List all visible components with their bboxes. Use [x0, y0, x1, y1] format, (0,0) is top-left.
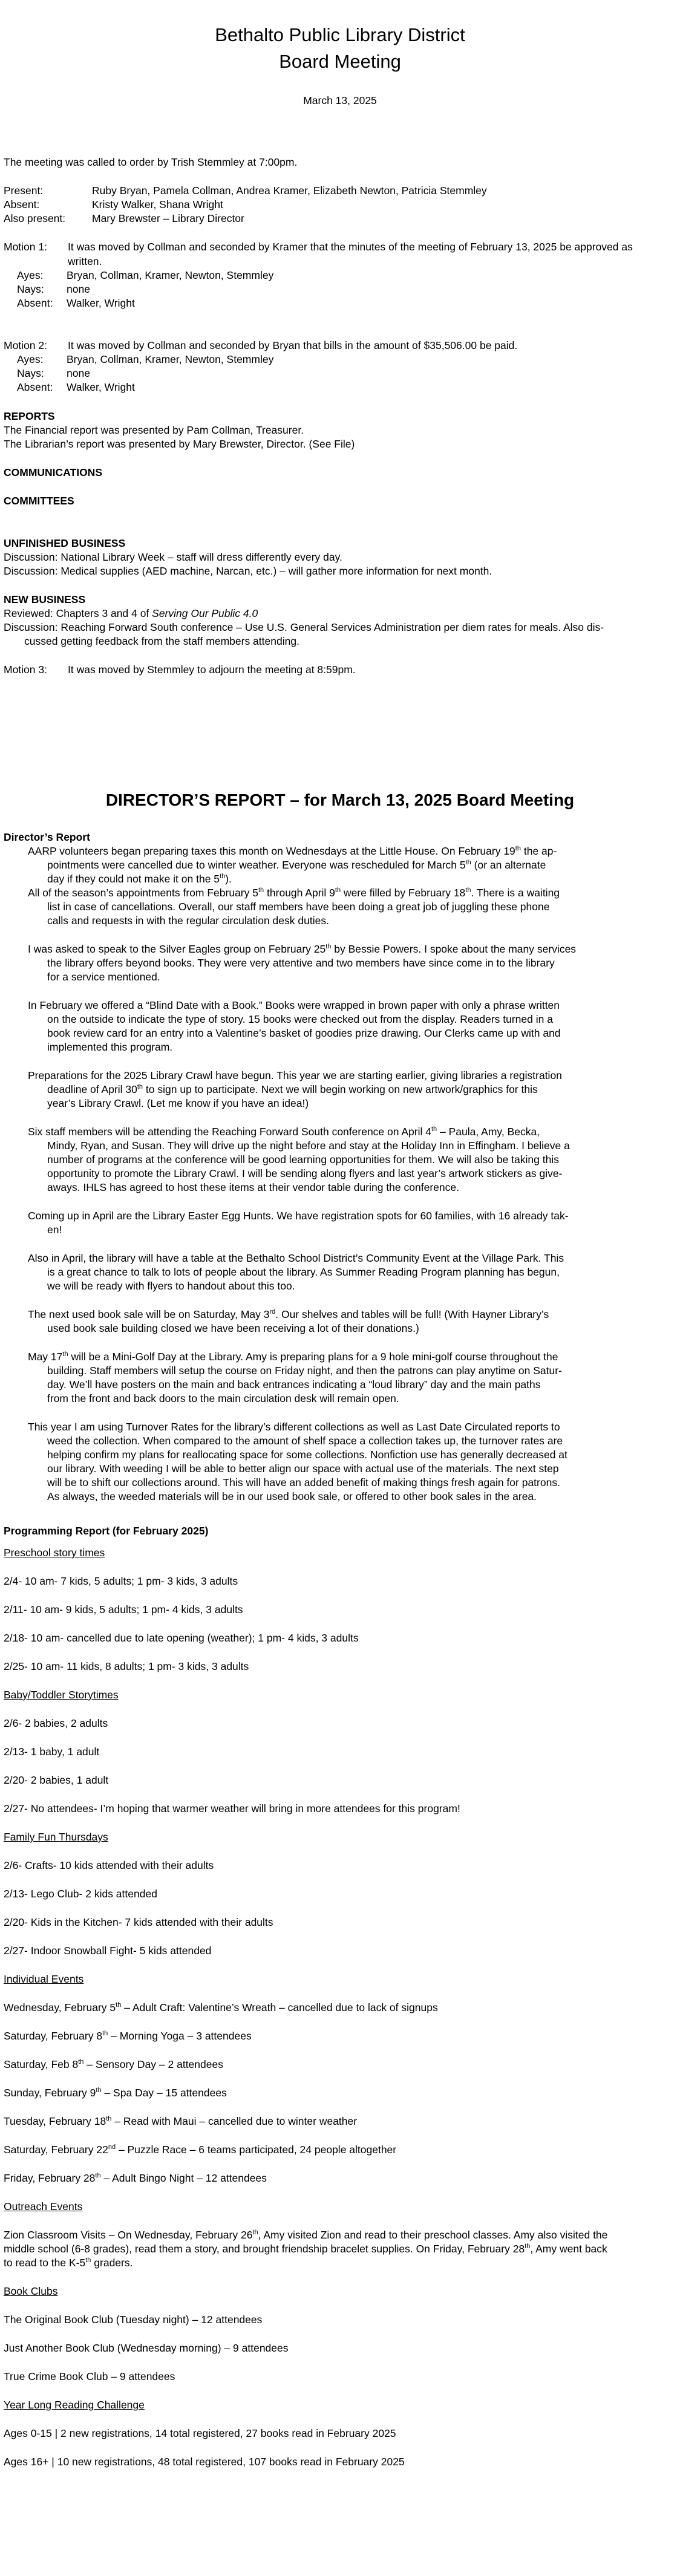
text: to sign up to participate. Next we will begin working on new artwork/graphics for this	[143, 1083, 538, 1095]
paragraph-line: helping confirm my plans for reallocating space for some collections. Nonfiction use has generally decreased at	[47, 1449, 567, 1461]
superscript: th	[95, 2172, 101, 2180]
motion-label: Motion 3:	[4, 664, 47, 676]
list-item: 2/6- 2 babies, 2 adults	[4, 1717, 108, 1729]
vote-value: Bryan, Collman, Kramer, Newton, Stemmley	[67, 353, 274, 365]
paragraph-line: opportunity to promote the Library Crawl. I will be sending along flyers and last year’s artwork stickers as give-	[47, 1167, 563, 1179]
paragraph-line	[47, 872, 232, 886]
attendance-absent	[0, 197, 680, 212]
motion-2-nays	[0, 366, 680, 380]
text: Friday, February 28	[4, 2172, 96, 2184]
superscript: th	[335, 887, 341, 895]
motion-3	[0, 662, 680, 677]
paragraph-line: day. We’ll have posters on the main and back entrances indicating a “loud library” day and the main paths	[47, 1378, 541, 1391]
programming-report-heading: Programming Report (for February 2025)	[4, 1525, 209, 1537]
paragraph-line: will be to shift our collections around. This will have an added benefit of making things fresh again for patrons.	[47, 1476, 560, 1489]
discussion-line: Discussion: National Library Week – staff will dress differently every day.	[4, 551, 342, 563]
communications-heading: COMMUNICATIONS	[4, 466, 102, 478]
text: were filled by February 18	[341, 887, 466, 899]
superscript: th	[137, 1083, 143, 1091]
paragraph-line: As always, the weeded materials will be in our used book sale, or offered to other book sales in the area.	[47, 1490, 537, 1502]
superscript: th	[78, 2058, 84, 2066]
text: deadline of April 30	[47, 1083, 137, 1095]
paragraph-line: our library. With weeding I will be able to better align our space with actual use of the materials. The next step	[47, 1462, 559, 1475]
paragraph-line: we will be ready with flyers to handout about this too.	[47, 1280, 295, 1292]
list-item: 2/4- 10 am- 7 kids, 5 adults; 1 pm- 3 kids, 3 adults	[4, 1575, 238, 1587]
reviewed-line	[4, 606, 258, 621]
text: Tuesday, February 18	[4, 2115, 106, 2127]
attendance-value: Kristy Walker, Shana Wright	[92, 198, 223, 210]
text: Six staff members will be attending the Reaching Forward South conference on April 4	[28, 1126, 431, 1138]
paragraph-line: Mindy, Ryan, and Susan. They will drive up the night before and stay at the Holiday Inn in Effingham. I believe a	[47, 1140, 570, 1152]
list-item	[4, 2085, 227, 2100]
motion-label: Motion 2:	[4, 339, 47, 351]
directors-report-subheading: Director’s Report	[4, 831, 90, 843]
paragraph-line: weed the collection. When compared to the amount of shelf space a collection takes up, the turnover rates are	[47, 1435, 563, 1447]
paragraph-line: Also in April, the library will have a table at the Bethalto School District’s Community Event at the Village Park. This	[28, 1252, 564, 1264]
text: Saturday, Feb 8	[4, 2058, 79, 2070]
superscript: th	[106, 2115, 112, 2123]
text: – Adult Craft: Valentine’s Wreath – cancelled due to lack of signups	[121, 2001, 438, 2014]
report-line: The Financial report was presented by Pam Collman, Treasurer.	[4, 424, 304, 436]
superscript: th	[252, 2229, 258, 2237]
attendance-label: Absent:	[4, 198, 40, 210]
text: the ap-	[520, 845, 557, 857]
unfinished-business-heading: UNFINISHED BUSINESS	[4, 537, 126, 549]
list-item: 2/6- Crafts- 10 kids attended with their adults	[4, 1859, 214, 1871]
text: . Our shelves and tables will be full! (With Hayner Library’s	[275, 1308, 549, 1320]
text: . There is a waiting	[471, 887, 560, 899]
list-item	[4, 2114, 357, 2128]
list-item: True Crime Book Club – 9 attendees	[4, 2370, 175, 2382]
paragraph-line	[47, 858, 546, 872]
text: , Amy went back	[530, 2243, 607, 2255]
paragraph-line: used book sale building closed we have been receiving a lot of their donations.)	[47, 1322, 419, 1334]
superscript: th	[465, 887, 471, 895]
text: Saturday, February 22	[4, 2144, 108, 2156]
outreach-line	[4, 2242, 607, 2256]
text: Zion Classroom Visits – On Wednesday, February 26	[4, 2229, 253, 2241]
vote-value: none	[67, 283, 90, 295]
list-item: 2/18- 10 am- cancelled due to late opening (weather); 1 pm- 4 kids, 3 adults	[4, 1632, 359, 1644]
paragraph-line: Coming up in April are the Library Easter Egg Hunts. We have registration spots for 60 families, with 16 already tak-	[28, 1210, 569, 1222]
paragraph-line: This year I am using Turnover Rates for the library’s different collections as well as Last Date Circulated reports to	[28, 1421, 560, 1433]
superscript: rd	[269, 1308, 276, 1316]
motion-1-nays	[0, 282, 680, 296]
text: will be a Mini-Golf Day at the Library. Amy is preparing plans for a 9 hole mini-golf course throughout the	[68, 1351, 558, 1363]
list-item: 2/20- 2 babies, 1 adult	[4, 1774, 109, 1786]
attendance-also-present	[0, 211, 680, 226]
motion-1-absent	[0, 296, 680, 310]
library-name: Bethalto Public Library District	[215, 24, 465, 45]
vote-value: none	[67, 367, 90, 379]
paragraph-line: the library offers beyond books. They were very attentive and two members have since come in to the library	[47, 957, 555, 969]
superscript: th	[62, 1351, 68, 1358]
directors-report-title: DIRECTOR’S REPORT – for March 13, 2025 Board Meeting	[105, 791, 575, 809]
text: Saturday, February 8	[4, 2030, 103, 2042]
vote-label: Absent:	[17, 381, 53, 393]
motion-1-ayes	[0, 268, 680, 282]
text: AARP volunteers began preparing taxes this month on Wednesdays at the Little House. On February 19	[28, 845, 515, 857]
paragraph-line: from the front and back doors to the main circulation desk will remain open.	[47, 1392, 399, 1404]
motion-text-content: It was moved by Collman and seconded by Kramer that the minutes of the meeting of February 13, 2025 be approved as written.	[68, 241, 633, 267]
paragraph-line: on the outside to indicate the type of story. 15 books were checked out from the display. Readers turned in a	[47, 1013, 553, 1025]
text: pointments were cancelled due to winter weather. Everyone was rescheduled for March 5	[47, 859, 466, 871]
book-clubs-heading: Book Clubs	[4, 2285, 58, 2297]
list-item: 2/25- 10 am- 11 kids, 8 adults; 1 pm- 3 kids, 3 adults	[4, 1660, 249, 1672]
new-business-heading: NEW BUSINESS	[4, 593, 86, 605]
paragraph-line	[28, 1307, 549, 1322]
text: Wednesday, February 5	[4, 2001, 116, 2014]
attendance-label: Also present:	[4, 212, 66, 224]
text: (or an alternate	[471, 859, 546, 871]
text: ).	[225, 873, 232, 885]
paragraph-line: aways. IHLS has agreed to host these items at their vendor table during the conference.	[47, 1181, 459, 1193]
vote-label: Nays:	[17, 367, 44, 379]
text: The next used book sale will be on Saturday, May 3	[28, 1308, 270, 1320]
text: middle school (6-8 grades), read them a story, and brought friendship bracelet supplies. On Friday, February 28	[4, 2243, 525, 2255]
text: – Paula, Amy, Becka,	[437, 1126, 540, 1138]
superscript: th	[431, 1126, 437, 1133]
superscript: th	[116, 2001, 122, 2009]
reports-heading: REPORTS	[4, 410, 55, 422]
superscript: th	[220, 873, 226, 881]
paragraph-line	[28, 942, 576, 956]
meeting-title: Board Meeting	[279, 51, 401, 72]
text: , Amy visited Zion and read to their preschool classes. Amy also visited the	[258, 2229, 608, 2241]
paragraph-line: year’s Library Crawl. (Let me know if you have an idea!)	[47, 1097, 309, 1109]
reviewed-prefix: Reviewed: Chapters 3 and 4 of	[4, 607, 152, 619]
vote-label: Nays:	[17, 283, 44, 295]
list-item: 2/11- 10 am- 9 kids, 5 adults; 1 pm- 4 kids, 3 adults	[4, 1603, 243, 1616]
list-item	[4, 2029, 252, 2043]
paragraph-line: list in case of cancellations. Overall, our staff members have been doing a great job of juggling these phone	[47, 901, 550, 913]
motion-1	[0, 240, 680, 269]
outreach-line	[4, 2255, 132, 2270]
superscript: th	[85, 2257, 91, 2265]
call-to-order: The meeting was called to order by Trish Stemmley at 7:00pm.	[4, 156, 298, 168]
motion-2-absent	[0, 380, 680, 394]
outreach-line	[4, 2228, 607, 2242]
family-heading: Family Fun Thursdays	[4, 1831, 108, 1843]
text: day if they could not make it on the 5	[47, 873, 220, 885]
text: through April 9	[264, 887, 335, 899]
outreach-heading: Outreach Events	[4, 2200, 83, 2212]
attendance-value: Mary Brewster – Library Director	[92, 212, 244, 224]
toddler-heading: Baby/Toddler Storytimes	[4, 1689, 119, 1701]
text: All of the season’s appointments from February 5	[28, 887, 258, 899]
list-item: 2/27- Indoor Snowball Fight- 5 kids attended	[4, 1945, 212, 1957]
list-item	[4, 2000, 438, 2015]
text: to read to the K-5	[4, 2257, 86, 2269]
list-item: The Original Book Club (Tuesday night) – 12 attendees	[4, 2314, 263, 2326]
paragraph-line: building. Staff members will setup the course on Friday night, and then the patrons can play anytime on Satur-	[47, 1365, 562, 1377]
list-item: Ages 0-15 | 2 new registrations, 14 total registered, 27 books read in February 2025	[4, 2427, 396, 2439]
list-item: 2/13- 1 baby, 1 adult	[4, 1746, 100, 1758]
list-item: 2/20- Kids in the Kitchen- 7 kids attended with their adults	[4, 1916, 273, 1928]
vote-value: Walker, Wright	[67, 381, 135, 393]
attendance-value: Ruby Bryan, Pamela Collman, Andrea Kramer, Elizabeth Newton, Patricia Stemmley	[92, 184, 487, 197]
paragraph-line	[47, 1082, 538, 1097]
individual-events-heading: Individual Events	[4, 1973, 84, 1985]
paragraph-line: Preparations for the 2025 Library Crawl have begun. This year we are starting earlier, giving libraries a registration	[28, 1069, 562, 1081]
reading-challenge-heading: Year Long Reading Challenge	[4, 2399, 145, 2411]
text: – Sensory Day – 2 attendees	[83, 2058, 223, 2070]
superscript: th	[258, 887, 264, 895]
paragraph-line	[28, 1124, 540, 1139]
text: May 17	[28, 1351, 63, 1363]
list-item: Ages 16+ | 10 new registrations, 48 total registered, 107 books read in February 2025	[4, 2456, 405, 2468]
superscript: th	[465, 859, 471, 867]
list-item	[4, 2057, 223, 2072]
text: by Bessie Powers. I spoke about the many services	[331, 943, 577, 955]
motion-text: It was moved by Stemmley to adjourn the meeting at 8:59pm.	[68, 664, 356, 676]
list-item: 2/27- No attendees- I’m hoping that warmer weather will bring in more attendees for this program!	[4, 1802, 460, 1815]
motion-2-ayes	[0, 352, 680, 367]
motion-text: It was moved by Collman and seconded by Bryan that bills in the amount of $35,506.00 be paid.	[68, 339, 518, 351]
meeting-date: March 13, 2025	[303, 94, 377, 106]
attendance-present	[0, 183, 680, 198]
list-item	[4, 2171, 267, 2185]
paragraph-line: number of programs at the conference will be good learning opportunities for them. We will also be taking this	[47, 1153, 559, 1166]
vote-label: Ayes:	[17, 353, 44, 365]
text: – Read with Maui – cancelled due to winter weather	[111, 2115, 358, 2127]
paragraph-line	[28, 1349, 558, 1364]
paragraph-line: for a service mentioned.	[47, 971, 160, 983]
vote-value: Bryan, Collman, Kramer, Newton, Stemmley	[67, 269, 274, 281]
motion-2	[0, 338, 680, 353]
list-item: Just Another Book Club (Wednesday morning) – 9 attendees	[4, 2342, 289, 2354]
attendance-label: Present:	[4, 184, 44, 197]
motion-label: Motion 1:	[4, 241, 47, 253]
preschool-heading: Preschool story times	[4, 1547, 105, 1559]
paragraph-line	[28, 844, 557, 858]
list-item: 2/13- Lego Club- 2 kids attended	[4, 1888, 157, 1900]
text: graders.	[91, 2257, 133, 2269]
discussion-line: Discussion: Reaching Forward South conference – Use U.S. General Services Administration per diem rates for meals. Also dis-	[4, 621, 604, 633]
committees-heading: COMMITTEES	[4, 495, 74, 507]
superscript: th	[325, 943, 332, 951]
paragraph-line	[28, 885, 560, 900]
vote-label: Absent:	[17, 297, 53, 309]
paragraph-line: implemented this program.	[47, 1041, 173, 1053]
paragraph-line: In February we offered a “Blind Date with a Book.” Books were wrapped in brown paper with only a phrase written	[28, 999, 560, 1011]
paragraph-line: calls and requests in with the regular circulation desk duties.	[47, 915, 329, 927]
vote-value: Walker, Wright	[67, 297, 135, 309]
text: – Spa Day – 15 attendees	[101, 2087, 227, 2099]
text: – Puzzle Race – 6 teams participated, 24 people altogether	[116, 2144, 397, 2156]
superscript: nd	[108, 2144, 116, 2151]
paragraph-line: book review card for an entry into a Valentine’s basket of goodies prize drawing. Our Clerks came up with and	[47, 1027, 561, 1039]
text: Sunday, February 9	[4, 2087, 96, 2099]
superscript: th	[525, 2243, 531, 2251]
superscript: th	[515, 845, 521, 853]
paragraph-line: is a great chance to talk to lots of people about the library. As Summer Reading Program planning has begun,	[47, 1266, 560, 1278]
book-title: Serving Our Public 4.0	[152, 607, 258, 619]
text: I was asked to speak to the Silver Eagles group on February 25	[28, 943, 326, 955]
superscript: th	[96, 2087, 102, 2095]
superscript: th	[102, 2030, 108, 2038]
discussion-line: Discussion: Medical supplies (AED machine, Narcan, etc.) – will gather more information for next month.	[4, 565, 492, 577]
report-line: The Librarian’s report was presented by Mary Brewster, Director. (See File)	[4, 438, 355, 450]
vote-label: Ayes:	[17, 269, 44, 281]
paragraph-line: en!	[47, 1224, 62, 1236]
text: – Adult Bingo Night – 12 attendees	[100, 2172, 267, 2184]
list-item	[4, 2142, 396, 2157]
motion-text	[68, 240, 667, 269]
discussion-line-continued: cussed getting feedback from the staff members attending.	[24, 635, 299, 647]
text: – Morning Yoga – 3 attendees	[108, 2030, 252, 2042]
